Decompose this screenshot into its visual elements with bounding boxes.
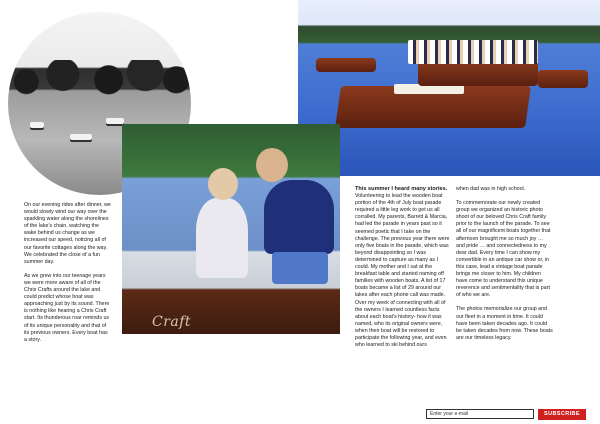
wooden-boat <box>538 70 588 88</box>
paragraph <box>355 186 450 349</box>
paragraph: On our evening rides after dinner, we would slowly wind our way over the sparkling water along the shorelines of the lake's chain, watching the wake behind us change as we increased our speed, noticing all of our favorite cottages along the way. We celebrated the close of a fun summer day. <box>24 202 111 265</box>
boys-in-boat-photo <box>122 124 340 334</box>
boy-left <box>196 198 248 278</box>
lead-in: This summer I heard many stories. <box>355 186 448 192</box>
text-column-3 <box>456 186 553 349</box>
subscribe-button[interactable]: SUBSCRIBE <box>538 409 586 420</box>
paragraph: To commemorate our newly created group we organized an historic photo shoot of our beloved Chris Craft family prior to the launch of the parade. To see all of our magnificent boats together that afternoon brought me so much joy … and pride … and connectedness to my dear dad. Every time I can show my convertible in an antique car show or, in this case, lead a vintage boat parade brings me closer to him. My children have come to understand this unique reverence and sentimentality that is part of who we are. <box>456 200 551 299</box>
boat-shape <box>30 122 44 128</box>
paragraph: when dad was in high school. <box>456 186 526 192</box>
paragraph: As we grew into our teenage years we were more aware of all of the Chris Crafts around the lake and could predict whose boat was approaching just by its sound. There is nothing like hearing a Chris Craft start. Its thunderous roar reminds us of its unique personality and that of its previous owners. Every boat has a story. <box>24 272 110 343</box>
boy-right <box>264 180 334 254</box>
treeline <box>8 60 191 96</box>
boy-right-head <box>256 148 288 182</box>
wooden-boat <box>316 58 376 72</box>
boy-right-shorts <box>272 252 328 284</box>
boy-left-head <box>208 168 238 200</box>
paragraph: The photos memorialize our group and our fleet in a moment in time. It could have been taken decades ago. It could be taken decades from now. These boats are our timeless legacy. <box>456 306 553 341</box>
crowd <box>408 40 538 64</box>
subscribe-form <box>426 408 586 420</box>
text-column-2 <box>355 186 450 356</box>
boat-shape <box>70 134 92 140</box>
paragraph-body: Volunteering to lead the wooden boat portion of the 4th of July boat parade required a little leg work to get us all corralled. My parents, Barrett & Marcia, had led the parade in years past so it seemed poetic that I take on the challenge. The previous year there were only five boats in the parade, which was beyond disappointing so I was determined to capture as many as I could. My mother and I sat at the breakfast table and started naming off families with wooden boats. A list of 17 boats became a list of 29 around our lakes after each phone call was made. Over my week of connecting with all of the owners I learned countless facts about each boat's history- how it was named, who its original owners were, when their boat will be restored to participate the following year, and even who learned to ski behind ours <box>355 193 450 349</box>
email-input[interactable] <box>426 409 534 419</box>
text-column-1 <box>24 202 112 351</box>
boat-parade-photo <box>298 0 600 176</box>
chris-craft-logo: Craft <box>152 314 192 330</box>
